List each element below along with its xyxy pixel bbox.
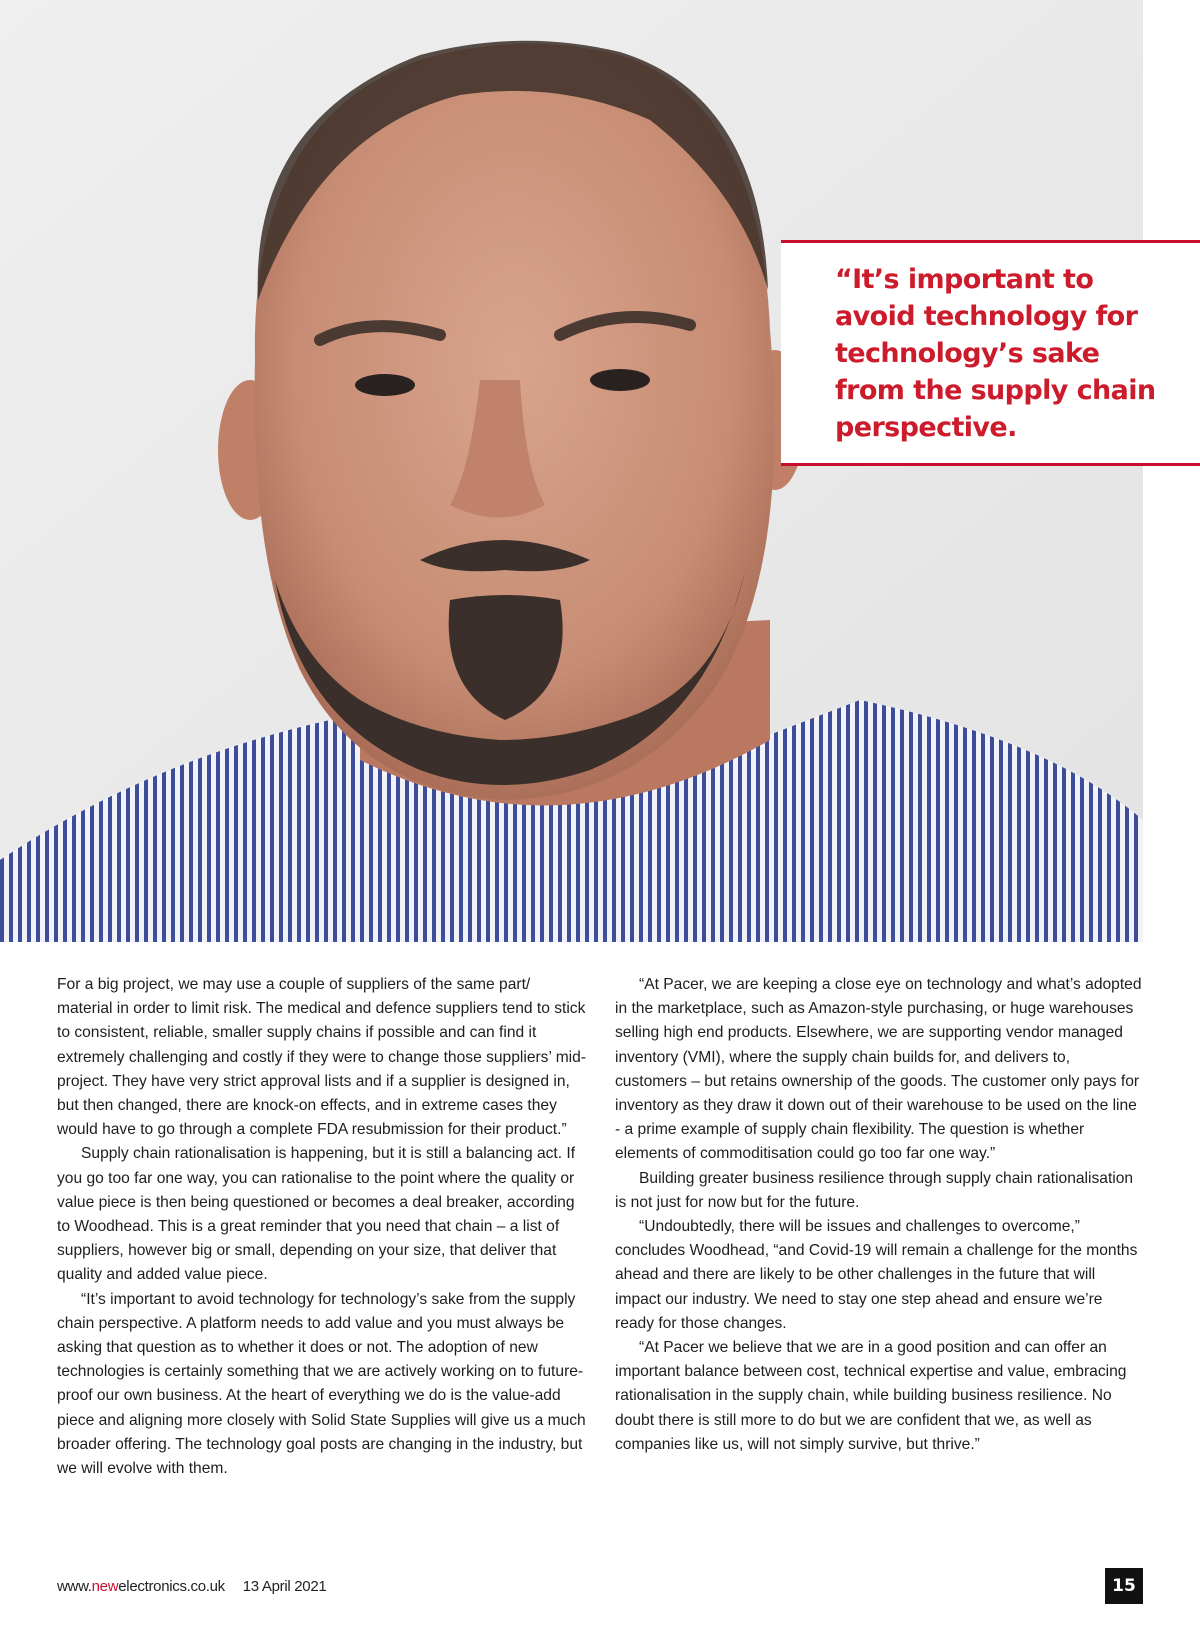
pull-quote-text: “It’s important to avoid technology for technology’s sake from the supply chain perspective.: [835, 264, 1156, 443]
paragraph: Building greater business resilience through supply chain rationalisation is not just for now but for the future.: [615, 1169, 1134, 1211]
paragraph: “It’s important to avoid technology for technology’s sake from the supply chain perspective. A platform needs to add value and you must always be asking that question as to whether it does or not. The adoption of new technologies is certainly something that we are actively working on to future-proof our own business. At the heart of everything we do is the value-add piece and aligning more closely with Solid State Supplies will give us a much broader offering. The technology goal posts are changing in the industry, but we will evolve with them.: [57, 1290, 586, 1478]
paragraph: Supply chain rationalisation is happening, but it is still a balancing act. If you go too far one way, you can rationalise to the point where the quality or value piece is then being questioned or becomes a deal breaker, according to Woodhead. This is a great reminder that you need that chain – a list of suppliers, however big or small, depending on your size, that deliver that quality and added value piece.: [57, 1145, 576, 1284]
paragraph: “At Pacer, we are keeping a close eye on technology and what’s adopted in the marketplace, such as Amazon-style purchasing, or huge warehouses selling high end products. Elsewhere, we are supporting vendor managed inventory (VMI), where the supply chain builds for, and delivers to, customers – but retains ownership of the goods. The customer only pays for inventory as they draw it down out of their warehouse to be used on the line - a prime example of supply chain flexibility. The question is whether elements of commoditisation could go too far one way.”: [615, 976, 1142, 1163]
footer-date: 13 April 2021: [242, 1578, 327, 1595]
paragraph: “Undoubtedly, there will be issues and challenges to overcome,” concludes Woodhead, “and Covid-19 will remain a challenge for the months ahead and there are likely to be other challenges in the future that will impact our industry. We need to stay one step ahead and ensure we’re ready for those changes.: [615, 1218, 1138, 1332]
page-number: 15: [1105, 1568, 1143, 1604]
footer-url[interactable]: www.newelectronics.co.uk: [57, 1578, 225, 1595]
article-column-left: [57, 973, 587, 1481]
paragraph: “At Pacer we believe that we are in a good position and can offer an important balance between cost, technical expertise and value, embracing rationalisation in the supply chain, while building business resilience. No doubt there is still more to do but we are confident that we, as well as companies like us, will not simply survive, but thrive.”: [615, 1339, 1127, 1453]
article-column-right: [615, 973, 1145, 1457]
paragraph: For a big project, we may use a couple of suppliers of the same part/ material in order to limit risk. The medical and defence suppliers tend to stick to consistent, reliable, smaller supply chains if possible and can find it extremely challenging and costly if they were to change those suppliers’ mid-project. They have very strict approval lists and if a supplier is designed in, but then changed, there are knock-on effects, and in extreme cases they would have to go through a complete FDA resubmission for their product.”: [57, 976, 587, 1139]
pull-quote-box: [781, 240, 1200, 466]
page-footer: [57, 1578, 326, 1595]
